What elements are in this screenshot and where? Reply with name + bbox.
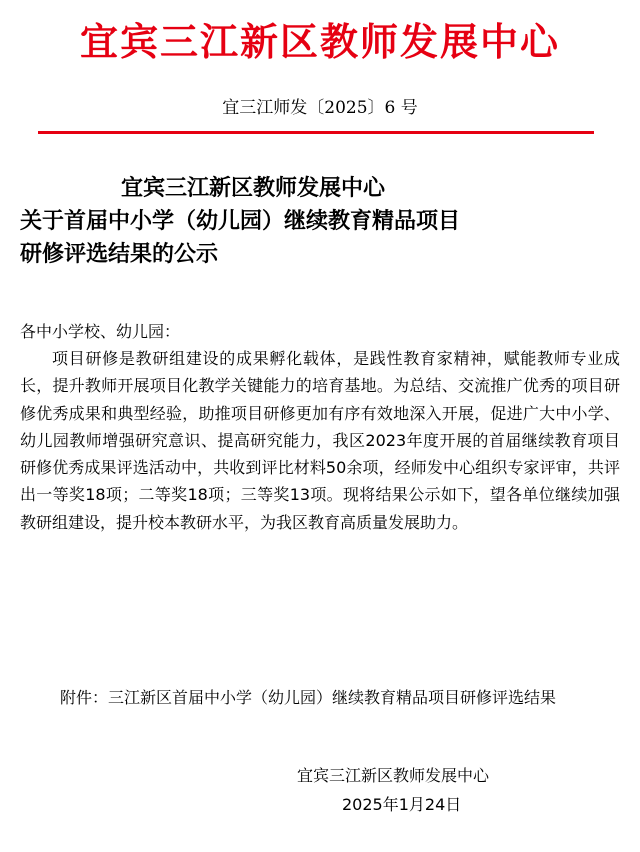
issuer-name: 宜宾三江新区教师发展中心 (297, 766, 490, 785)
issue-date: 2025年1月24日 (342, 795, 462, 814)
notice-title-line-3: 研修评选结果的公示 (20, 242, 219, 267)
notice-title-line-1: 宜宾三江新区教师发展中心 (121, 176, 386, 201)
header-org-title: 宜宾三江新区教师发展中心 (79, 19, 560, 64)
notice-title (0, 172, 640, 271)
attachment-note: 附件：三江新区首届中小学（幼儿园）继续教育精品项目研修评选结果 (60, 688, 557, 707)
body-paragraph: 项目研修是教研组建设的成果孵化载体，是践性教育家精神，赋能教师专业成长，提升教师开展项目化教学关键能力的培育基地。为总结、交流推广优秀的项目研修优秀成果和典型经验，助推项目研修更加有序有效地深入开展，促进广大中小学、幼儿园教师增强研究意识、提高研究能力，我区2023年度开展的首届继续教育项目研修优秀成果评选活动中，共收到评比材料50余项，经师发中心组织专家评审，共评出一等奖18项；二等奖18项；三等奖13项。现将结果公示如下，望各单位继续加强教研组建设，提升校本教研水平，为我区教育高质量发展助力。 (20, 349, 620, 532)
document-number: 宜三江师发〔2025〕6 号 (222, 98, 418, 118)
salutation: 各中小学校、幼儿园： (20, 322, 181, 341)
red-divider (38, 131, 594, 134)
notice-title-line-2: 关于首届中小学（幼儿园）继续教育精品项目 (20, 209, 461, 234)
